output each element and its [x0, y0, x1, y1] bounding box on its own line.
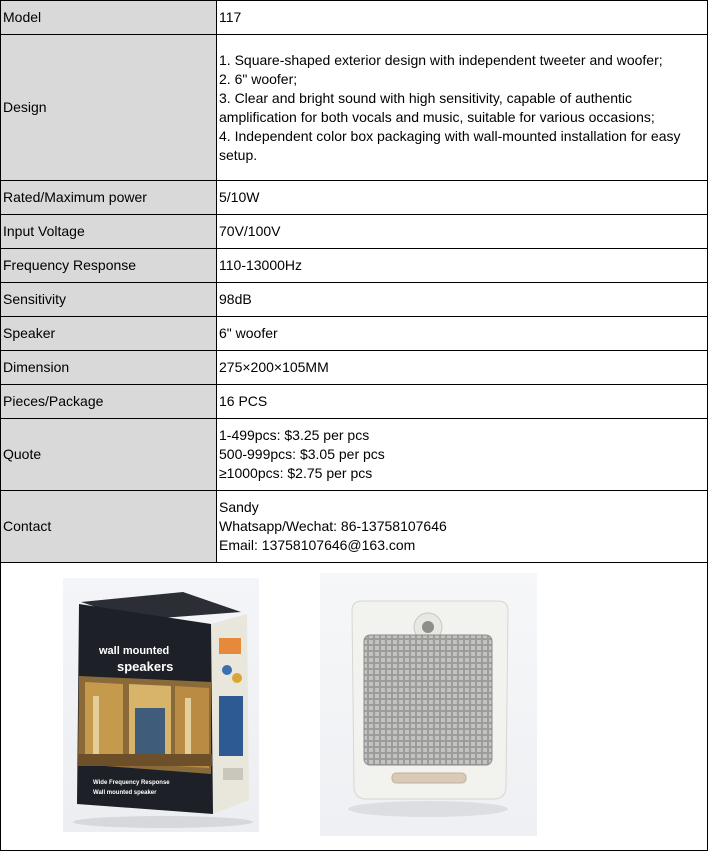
quote-line: ≥1000pcs: $2.75 per pcs: [219, 465, 373, 481]
row-label-design: Design: [1, 35, 217, 181]
row-label-voltage: Input Voltage: [1, 215, 217, 249]
row-label-power: Rated/Maximum power: [1, 181, 217, 215]
design-line: 2. 6" woofer;: [219, 70, 298, 87]
row-value-design: [217, 35, 708, 181]
row-value-quote: [217, 419, 708, 491]
design-line: setup.: [219, 146, 258, 163]
box-caption-line2: Wall mounted speaker: [93, 790, 157, 796]
row-value-package: 16 PCS: [217, 385, 708, 419]
table-row: [1, 351, 708, 385]
quote-line: 500-999pcs: $3.05 per pcs: [219, 446, 385, 462]
product-box-photo: [63, 578, 259, 832]
quote-line: 1-499pcs: $3.25 per pcs: [219, 427, 370, 443]
contact-name: Sandy: [219, 499, 259, 515]
row-label-model: Model: [1, 1, 217, 35]
row-value-contact: [217, 491, 708, 563]
design-line: 3. Clear and bright sound with high sensitivity, capable of authentic: [219, 89, 632, 106]
speaker-photo: [320, 573, 537, 836]
contact-email: Email: 13758107646@163.com: [219, 537, 416, 553]
row-label-package: Pieces/Package: [1, 385, 217, 419]
contact-whatsapp: Whatsapp/Wechat: 86-13758107646: [219, 518, 447, 534]
design-line: 4. Independent color box packaging with wall-mounted installation for easy: [219, 127, 681, 144]
box-caption-line1: Wide Frequency Response: [93, 780, 170, 786]
table-row: [1, 419, 708, 491]
row-label-dimension: Dimension: [1, 351, 217, 385]
table-row: [1, 1, 708, 35]
product-box-illustration: [63, 578, 259, 832]
table-row: [1, 249, 708, 283]
row-value-model: 117: [217, 1, 708, 35]
design-line: amplification for both vocals and music, suitable for various occasions;: [219, 108, 655, 125]
row-label-quote: Quote: [1, 419, 217, 491]
row-value-speaker: 6" woofer: [217, 317, 708, 351]
row-label-sensitivity: Sensitivity: [1, 283, 217, 317]
design-line: 1. Square-shaped exterior design with independent tweeter and woofer;: [219, 51, 663, 68]
row-value-power: 5/10W: [217, 181, 708, 215]
table-row: [1, 215, 708, 249]
table-row: [1, 35, 708, 181]
box-title-line2: speakers: [117, 659, 174, 674]
row-label-speaker: Speaker: [1, 317, 217, 351]
row-value-dimension: 275×200×105MM: [217, 351, 708, 385]
row-label-frequency: Frequency Response: [1, 249, 217, 283]
speaker-illustration: [320, 573, 537, 836]
table-row: [1, 385, 708, 419]
row-value-sensitivity: 98dB: [217, 283, 708, 317]
table-row: [1, 283, 708, 317]
table-row: [1, 181, 708, 215]
row-label-contact: Contact: [1, 491, 217, 563]
box-title-line1: wall mounted: [99, 645, 170, 657]
table-row: [1, 491, 708, 563]
table-row: [1, 317, 708, 351]
row-value-frequency: 110-13000Hz: [217, 249, 708, 283]
row-value-voltage: 70V/100V: [217, 215, 708, 249]
